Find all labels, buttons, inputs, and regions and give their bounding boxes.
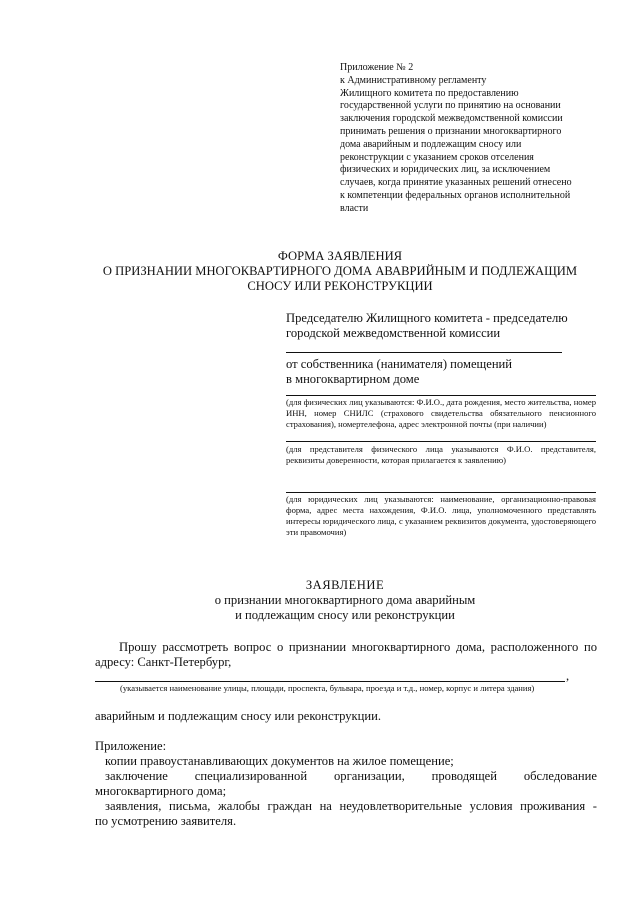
form-title-line: О ПРИЗНАНИИ МНОГОКВАРТИРНОГО ДОМА АВАВРИЙНЫМ И ПОДЛЕЖАЩИМ [102, 264, 578, 278]
individuals-field-line[interactable] [286, 395, 596, 396]
note-line: реквизиты доверенности, которая прилагается к заявлению) [286, 455, 507, 465]
representative-note [286, 444, 596, 466]
statement-title: ЗАЯВЛЕНИЕ [305, 578, 385, 592]
appendix-line: принимать решения о признании многоквартирного [340, 125, 562, 137]
note-line: ИНН, номер СНИЛС (страхового свидетельства обязательного пенсионного [286, 408, 596, 418]
note-line: интересы юридического лица, с указанием реквизитов документа, удостоверяющего [286, 516, 596, 526]
representative-field-line[interactable] [286, 441, 596, 442]
attachment-item-cont: по усмотрению заявителя. [95, 814, 237, 828]
from-line: от собственника (нанимателя) помещений [286, 357, 513, 371]
statement-title-block [130, 578, 560, 623]
addressee-line: Председателю Жилищного комитета - председателю [286, 311, 568, 325]
appendix-line: дома аварийным и подлежащим сносу или [340, 138, 522, 150]
note-line: (для представителя физического лица указываются Ф.И.О. представителя, [286, 444, 596, 454]
appendix-line: физических и юридических лиц, за исключением [340, 164, 551, 176]
appendix-line: власти [340, 202, 369, 214]
individuals-note [286, 397, 596, 430]
attachment-item: заявления, письма, жалобы граждан на неудовлетворительные условия проживания - [105, 799, 597, 813]
appendix-line: к компетенции федеральных органов исполнительной [340, 189, 571, 201]
appendix-line: Жилищного комитета по предоставлению [340, 87, 519, 99]
addressee-blank-line[interactable] [286, 352, 562, 353]
attachment-item: заключение специализированной организации, проводящей обследование [105, 769, 597, 783]
legal-entities-field-line[interactable] [286, 492, 596, 493]
note-line: эти правомочия) [286, 527, 347, 537]
appendix-line: реконструкции с указанием сроков отселения [340, 151, 534, 163]
statement-subtitle: о признании многоквартирного дома аварийным [214, 593, 476, 607]
address-field-line[interactable] [95, 681, 565, 682]
legal-entities-note [286, 494, 596, 538]
appendix-line: к Административному регламенту [340, 74, 487, 86]
attachment-item: копии правоустанавливающих документов на жилое помещение; [105, 754, 454, 768]
request-paragraph [95, 640, 597, 670]
from-line: в многоквартирном доме [286, 372, 420, 386]
note-line: форма, адрес места нахождения, Ф.И.О. лица, уполномоченного представлять [286, 505, 596, 515]
address-end-comma: , [566, 669, 570, 683]
request-line: адресу: Санкт-Петербург, [95, 655, 232, 669]
form-title [60, 249, 620, 294]
note-line: страхования), номертелефона, адрес электронной почты (при наличии) [286, 419, 547, 429]
form-title-line: ФОРМА ЗАЯВЛЕНИЯ [277, 249, 403, 263]
from-block [286, 357, 606, 387]
note-line: (для юридических лиц указываются: наименование, организационно-правовая [286, 494, 596, 504]
appendix-line: заключения городской межведомственной комиссии [340, 113, 563, 125]
appendix-block [340, 62, 610, 216]
form-title-line: СНОСУ ИЛИ РЕКОНСТРУКЦИИ [247, 279, 433, 293]
emergency-text: аварийным и подлежащим сносу или реконструкции. [95, 709, 382, 723]
attachments-title: Приложение: [95, 739, 167, 753]
appendix-line: Приложение № 2 [340, 62, 414, 73]
appendix-line: случаев, когда принятие указанных решений отнесено [340, 177, 572, 189]
addressee-block [286, 311, 606, 341]
addressee-line: городской межведомственной комиссии [286, 326, 501, 340]
note-line: (для физических лиц указываются: Ф.И.О., дата рождения, место жительства, номер [286, 397, 596, 407]
attachment-item-cont: многоквартирного дома; [95, 784, 227, 798]
attachments-block [95, 739, 597, 829]
request-line: Прошу рассмотреть вопрос о признании многоквартирного дома, расположенного по [119, 640, 597, 654]
statement-subtitle: и подлежащим сносу или реконструкции [235, 608, 455, 622]
appendix-line: государственной услуги по принятию на основании [340, 100, 561, 112]
address-hint: (указывается наименование улицы, площади, проспекта, бульвара, проезда и т.д., номер, корпус и литера здания) [120, 683, 535, 693]
